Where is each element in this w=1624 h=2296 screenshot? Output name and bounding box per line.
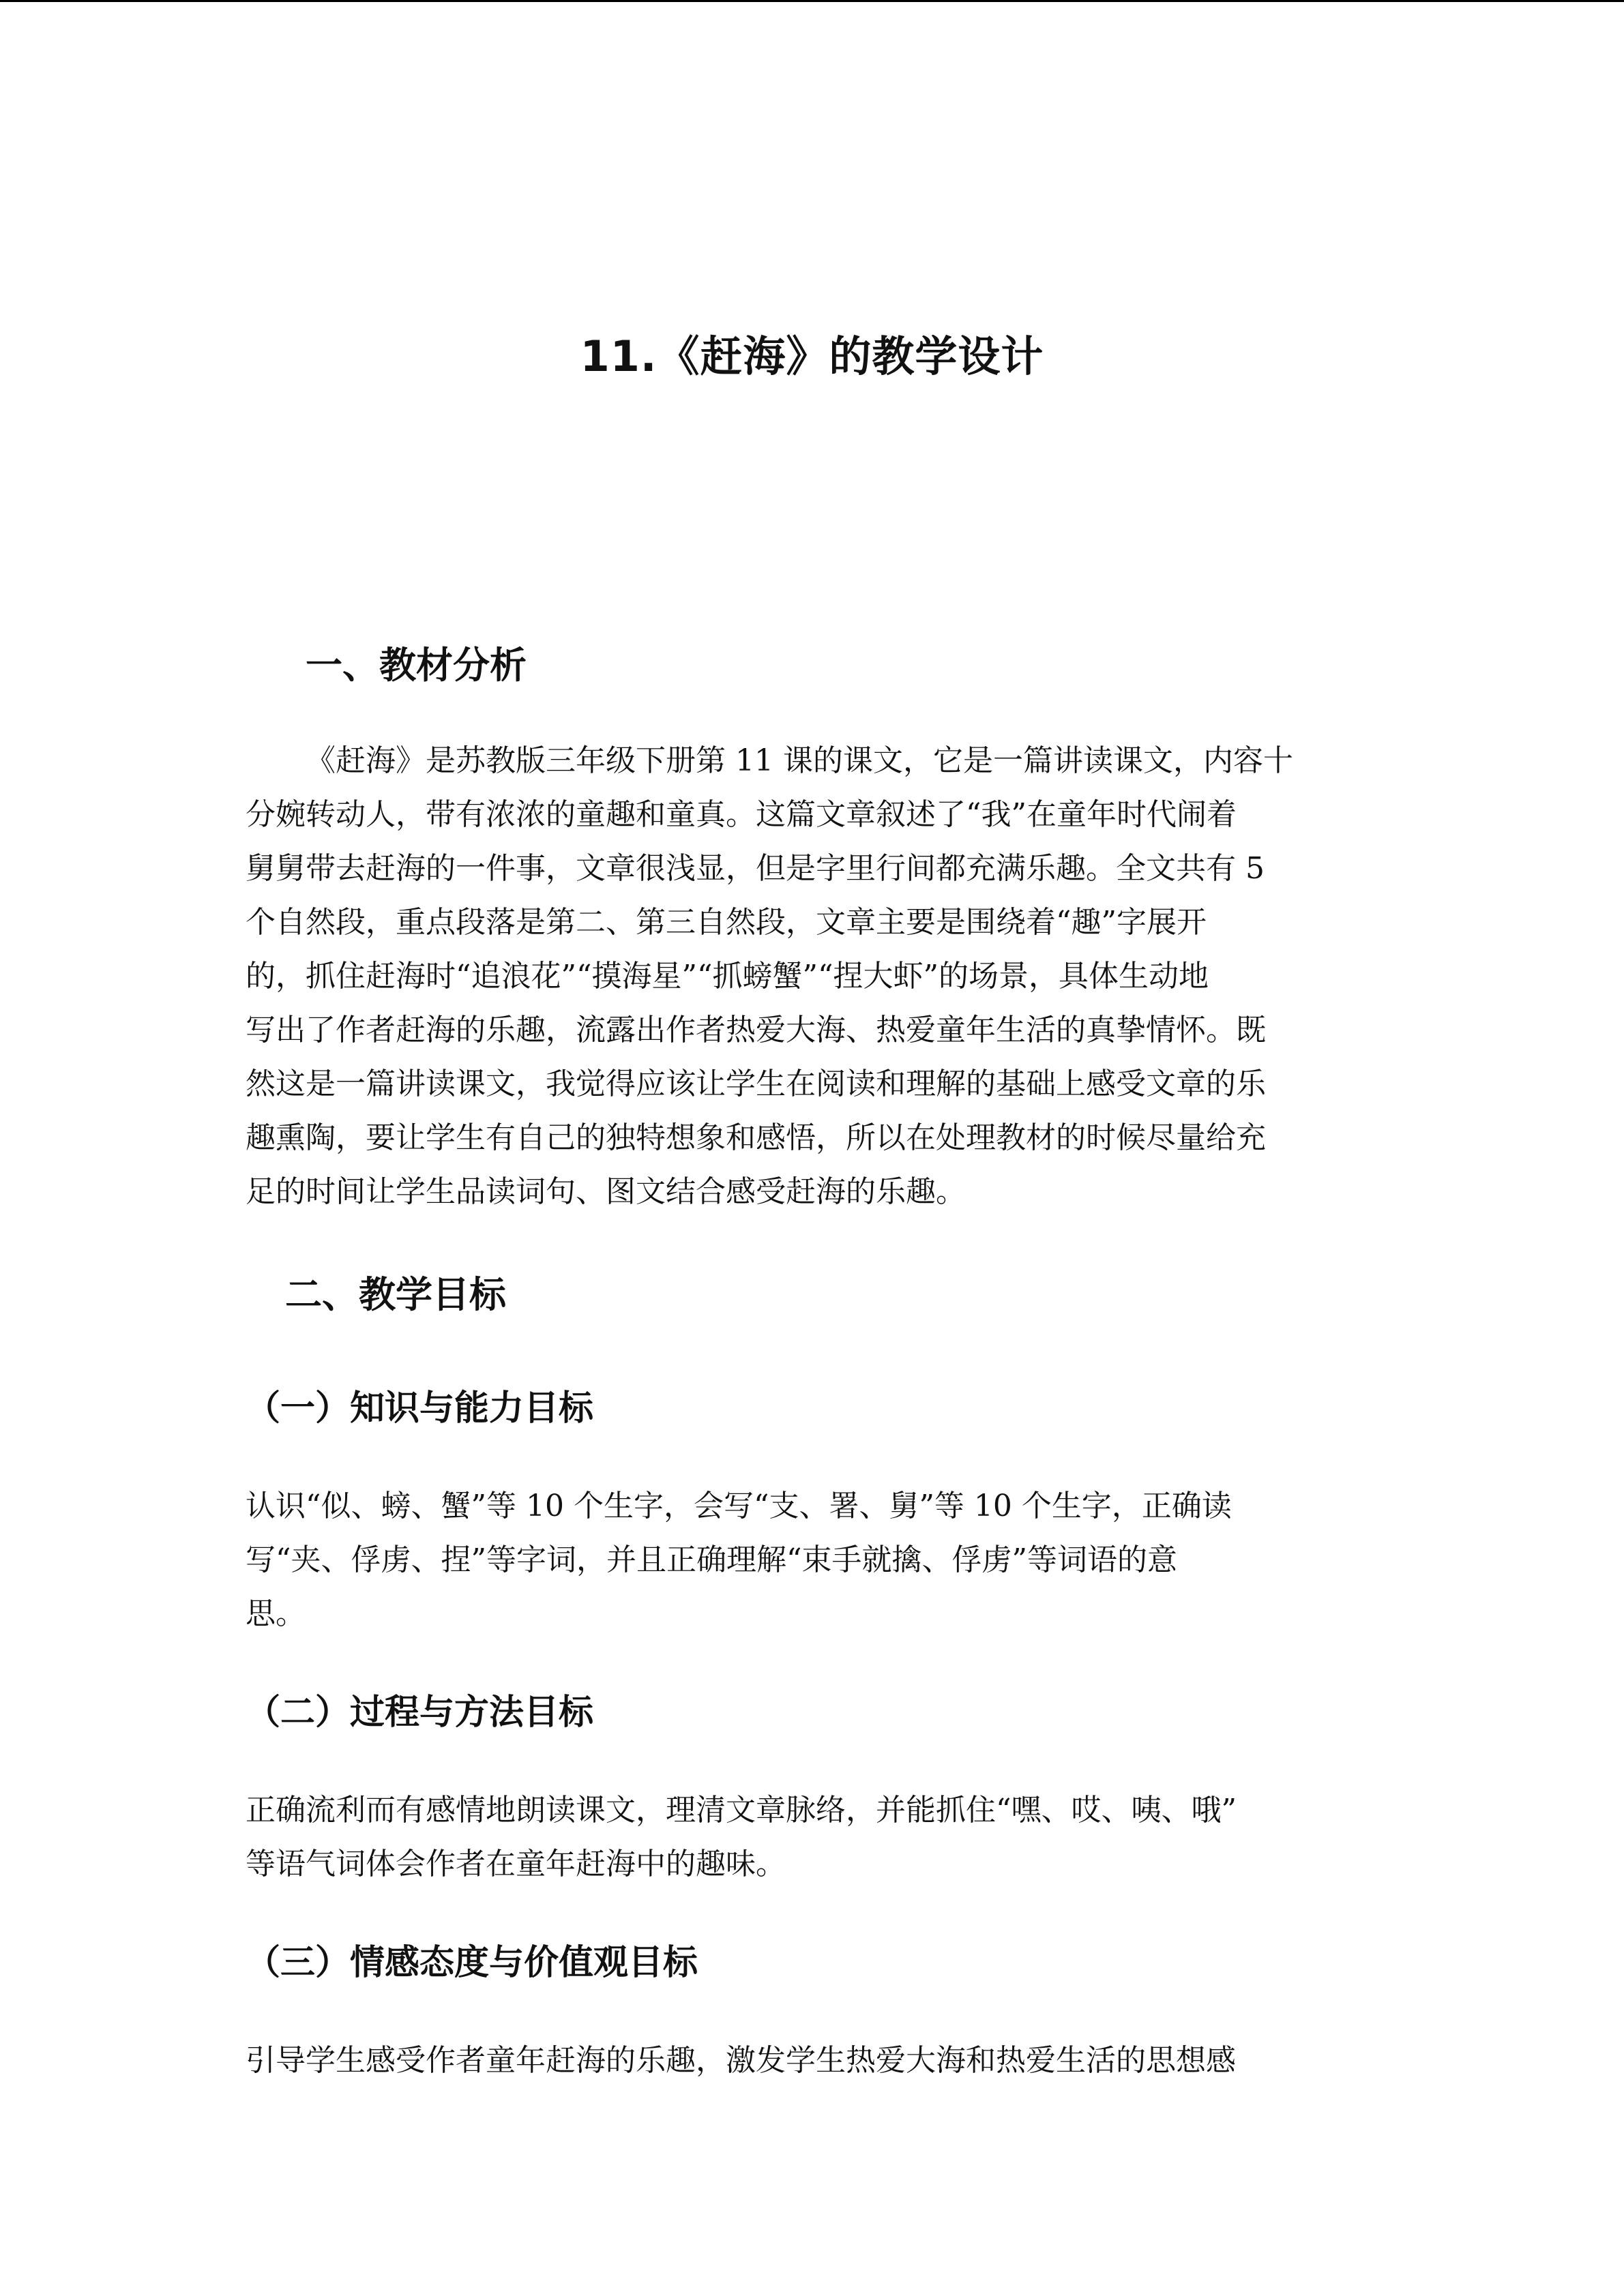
subheading-process-method: （二）过程与方法目标 — [246, 1693, 594, 1733]
section-heading-textbook-analysis: 一、教材分析 — [306, 644, 527, 687]
paragraph-line: 足的时间让学生品读词句、图文结合感受赶海的乐趣。 — [246, 1174, 966, 1209]
paragraph-line: 正确流利而有感情地朗读课文，理清文章脉络，并能抓住“嘿、哎、咦、哦” — [246, 1793, 1237, 1828]
knowledge-ability-paragraph — [246, 1479, 1378, 1641]
paragraph-line: 《赶海》是苏教版三年级下册第 11 课的课文，它是一篇讲读课文，内容十 — [306, 743, 1293, 778]
paragraph-line: 引导学生感受作者童年赶海的乐趣，激发学生热爱大海和热爱生活的思想感 — [246, 2043, 1236, 2078]
paragraph-line: 个自然段，重点段落是第二、第三自然段，文章主要是围绕着“趣”字展开 — [246, 905, 1207, 940]
subheading-knowledge-ability: （一）知识与能力目标 — [246, 1388, 594, 1429]
paragraph-line: 认识“似、螃、蟹”等 10 个生字，会写“支、署、舅”等 10 个生字，正确读 — [246, 1489, 1232, 1523]
paragraph-line: 分婉转动人，带有浓浓的童趣和童真。这篇文章叙述了“我”在童年时代闹着 — [246, 797, 1237, 832]
paragraph-line: 写出了作者赶海的乐趣，流露出作者热爱大海、热爱童年生活的真挚情怀。既 — [246, 1013, 1266, 1047]
paragraph-line: 的，抓住赶海时“追浪花”“摸海星”“抓螃蟹”“捏大虾”的场景，具体生动地 — [246, 959, 1209, 994]
subheading-emotion-values: （三）情感态度与价值观目标 — [246, 1943, 698, 1983]
process-method-paragraph — [246, 1783, 1378, 1891]
textbook-analysis-paragraph — [246, 734, 1378, 1219]
paragraph-line: 然这是一篇讲读课文，我觉得应该让学生在阅读和理解的基础上感受文章的乐 — [246, 1067, 1266, 1101]
paragraph-line: 舅舅带去赶海的一件事，文章很浅显，但是字里行间都充满乐趣。全文共有 5 — [246, 851, 1265, 886]
paragraph-line: 写“夹、俘虏、捏”等字词，并且正确理解“束手就擒、俘虏”等词语的意 — [246, 1542, 1177, 1577]
paragraph-line: 思。 — [246, 1596, 306, 1631]
paragraph-line: 趣熏陶，要让学生有自己的独特想象和感悟，所以在处理教材的时候尽量给充 — [246, 1120, 1266, 1155]
paragraph-line: 等语气词体会作者在童年赶海中的趣味。 — [246, 1847, 786, 1881]
emotion-values-paragraph — [246, 2033, 1378, 2087]
section-heading-teaching-goals: 二、教学目标 — [285, 1273, 506, 1316]
document-title: 11.《赶海》的教学设计 — [580, 331, 1044, 381]
